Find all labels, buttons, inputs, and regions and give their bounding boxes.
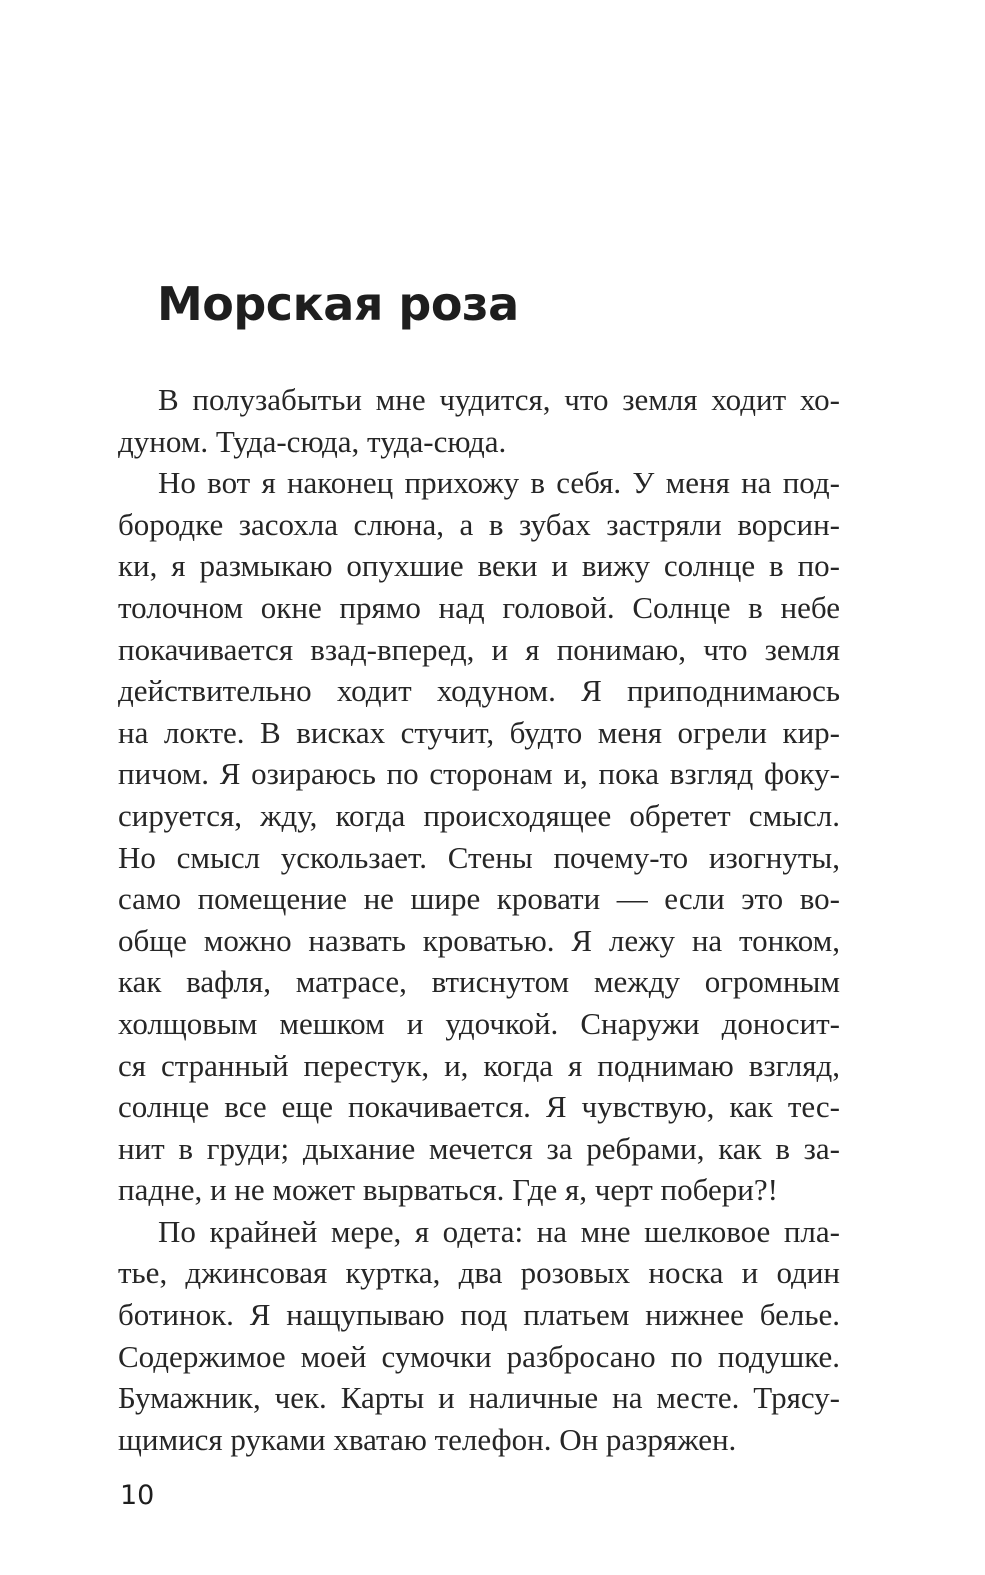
text-line: обще можно назвать кроватью. Я лежу на тонком,	[118, 922, 840, 958]
text-line: как вафля, матрасе, втиснутом между огромным	[118, 964, 840, 1000]
text-line: Но смысл ускользает. Стены почему-то изогнуты,	[118, 839, 840, 875]
body-text	[118, 379, 840, 1460]
text-line: Содержимое моей сумочки разбросано по подушке.	[118, 1338, 840, 1374]
text-line: щимися руками хватаю телефон. Он разряжен.	[118, 1421, 737, 1457]
text-line: сируется, жду, когда происходящее обретет смысл.	[118, 797, 840, 833]
text-line: По крайней мере, я одета: на мне шелковое пла-	[158, 1213, 840, 1249]
text-line: на локте. В висках стучит, будто меня огрели кир-	[118, 714, 840, 750]
text-line: бородке засохла слюна, а в зубах застряли ворсин-	[118, 506, 840, 542]
text-line: покачивается взад-вперед, и я понимаю, что земля	[118, 631, 840, 667]
text-line: действительно ходит ходуном. Я приподнимаюсь	[118, 673, 840, 709]
text-line: тье, джинсовая куртка, два розовых носка и один	[118, 1255, 840, 1291]
text-line: В полузабытьи мне чудится, что земля ходит хо-	[158, 382, 840, 417]
text-line: ся странный перестук, и, когда я поднимаю взгляд,	[118, 1047, 840, 1083]
text-line: толочном окне прямо над головой. Солнце в небе	[118, 589, 840, 625]
chapter-title: Морская роза	[157, 277, 519, 331]
text-line: Но вот я наконец прихожу в себя. У меня на под-	[158, 465, 840, 501]
page-number: 10	[120, 1480, 155, 1511]
text-line: само помещение не шире кровати — если это во-	[118, 881, 840, 917]
text-line: ки, я размыкаю опухшие веки и вижу солнце в по-	[118, 548, 840, 584]
text-line: нит в груди; дыхание мечется за ребрами, как в за-	[118, 1130, 840, 1166]
text-line: Бумажник, чек. Карты и наличные на месте. Трясу-	[118, 1380, 840, 1416]
text-line: ботинок. Я нащупываю под платьем нижнее белье.	[118, 1297, 840, 1333]
text-line: дуном. Туда-сюда, туда-сюда.	[118, 423, 507, 459]
text-line: холщовым мешком и удочкой. Снаружи доносит-	[118, 1005, 840, 1041]
text-line: солнце все еще покачивается. Я чувствую, как тес-	[118, 1089, 840, 1125]
text-line: пичом. Я озираюсь по сторонам и, пока взгляд фоку-	[118, 756, 840, 792]
text-line: падне, и не может вырваться. Где я, черт побери?!	[118, 1172, 778, 1208]
